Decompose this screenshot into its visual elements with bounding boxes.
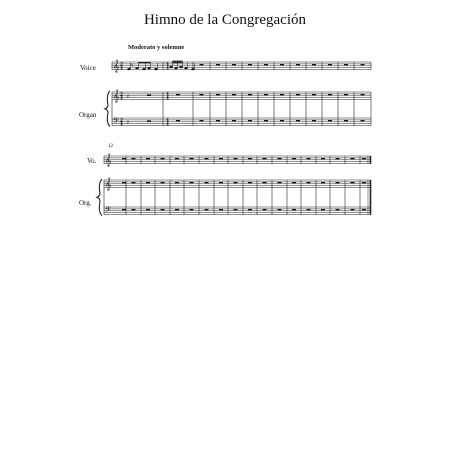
time-signature-numerator: 4 — [166, 91, 169, 97]
whole-rest-icon — [122, 209, 126, 210]
time-signature-numerator: 2 — [120, 91, 123, 97]
whole-rest-icon — [296, 64, 300, 65]
whole-rest-icon — [292, 158, 296, 159]
note-head — [179, 66, 182, 68]
treble-clef-icon: 𝄞 — [113, 89, 120, 103]
time-signature-denominator: 4 — [120, 121, 123, 127]
note-head — [142, 68, 145, 70]
whole-rest-icon — [219, 158, 223, 159]
measure-number: 12 — [108, 144, 113, 149]
whole-rest-icon — [232, 120, 236, 121]
whole-rest-icon — [132, 209, 136, 210]
whole-rest-icon — [232, 64, 236, 65]
brace-icon — [97, 179, 102, 216]
whole-rest-icon — [132, 182, 136, 183]
part-label-organ: Organ — [79, 111, 97, 119]
whole-rest-icon — [161, 209, 165, 210]
whole-rest-icon — [132, 158, 136, 159]
whole-rest-icon — [205, 209, 209, 210]
whole-rest-icon — [200, 120, 204, 121]
note-head — [127, 68, 130, 70]
whole-rest-icon — [344, 64, 348, 65]
whole-rest-icon — [307, 182, 311, 183]
whole-rest-icon — [292, 209, 296, 210]
whole-rest-icon — [175, 209, 179, 210]
whole-rest-icon — [200, 94, 204, 95]
whole-rest-icon — [280, 94, 284, 95]
whole-rest-icon — [321, 182, 325, 183]
whole-rest-icon — [312, 64, 316, 65]
whole-rest-icon — [234, 209, 238, 210]
whole-rest-icon — [190, 209, 194, 210]
whole-rest-icon — [362, 158, 366, 159]
whole-rest-icon — [292, 182, 296, 183]
whole-rest-icon — [312, 120, 316, 121]
whole-rest-icon — [263, 182, 267, 183]
whole-rest-icon — [219, 209, 223, 210]
brace-icon — [105, 91, 110, 127]
treble-clef-icon: 𝄞 — [113, 59, 120, 73]
whole-rest-icon — [278, 158, 282, 159]
whole-rest-icon — [190, 158, 194, 159]
whole-rest-icon — [344, 120, 348, 121]
whole-rest-icon — [232, 94, 236, 95]
whole-rest-icon — [146, 209, 150, 210]
whole-rest-icon — [161, 182, 165, 183]
whole-rest-icon — [161, 158, 165, 159]
whole-rest-icon — [264, 120, 268, 121]
note-head — [147, 67, 150, 69]
whole-rest-icon — [336, 209, 340, 210]
whole-rest-icon — [361, 64, 365, 65]
whole-rest-icon — [263, 209, 267, 210]
whole-rest-icon — [122, 182, 126, 183]
bass-clef-icon: 𝄢 — [105, 206, 111, 217]
whole-rest-icon — [248, 182, 252, 183]
whole-rest-icon — [307, 158, 311, 159]
whole-rest-icon — [264, 64, 268, 65]
whole-rest-icon — [176, 94, 180, 95]
staff-voice — [112, 62, 371, 70]
quarter-rest-icon: 𝄽 — [127, 93, 129, 101]
whole-rest-icon — [312, 94, 316, 95]
whole-rest-icon — [248, 209, 252, 210]
time-signature-denominator: 4 — [120, 65, 123, 71]
bass-clef-icon: 𝄢 — [113, 117, 119, 128]
note-head — [135, 67, 138, 69]
whole-rest-icon — [321, 158, 325, 159]
whole-rest-icon — [216, 94, 220, 95]
half-rest-icon — [147, 95, 151, 96]
whole-rest-icon — [176, 120, 180, 121]
whole-rest-icon — [362, 209, 366, 210]
treble-clef-icon: 𝄞 — [105, 177, 112, 191]
whole-rest-icon — [351, 209, 355, 210]
whole-rest-icon — [296, 94, 300, 95]
whole-rest-icon — [351, 158, 355, 159]
whole-rest-icon — [351, 182, 355, 183]
whole-rest-icon — [361, 94, 365, 95]
whole-rest-icon — [280, 64, 284, 65]
half-rest-icon — [147, 121, 151, 122]
time-signature-numerator: 2 — [120, 61, 123, 67]
whole-rest-icon — [336, 158, 340, 159]
whole-rest-icon — [234, 158, 238, 159]
whole-rest-icon — [296, 120, 300, 121]
time-signature-numerator: 4 — [166, 61, 169, 67]
whole-rest-icon — [344, 94, 348, 95]
time-signature-denominator: 4 — [120, 95, 123, 101]
treble-clef-icon: 𝄞 — [105, 153, 112, 167]
whole-rest-icon — [175, 158, 179, 159]
whole-rest-icon — [280, 120, 284, 121]
whole-rest-icon — [248, 94, 252, 95]
time-signature-denominator: 4 — [166, 95, 169, 101]
whole-rest-icon — [146, 158, 150, 159]
time-signature-numerator: 4 — [166, 117, 169, 123]
whole-rest-icon — [205, 158, 209, 159]
whole-rest-icon — [328, 64, 332, 65]
note-head — [184, 67, 187, 69]
score-title: Himno de la Congregación — [143, 12, 307, 28]
whole-rest-icon — [248, 120, 252, 121]
staff-voice — [104, 156, 371, 164]
whole-rest-icon — [328, 94, 332, 95]
whole-rest-icon — [307, 209, 311, 210]
whole-rest-icon — [264, 94, 268, 95]
part-label-voice: Voice — [80, 64, 96, 72]
time-signature-numerator: 2 — [120, 117, 123, 123]
note-head — [169, 66, 172, 68]
part-label-vo: Vo. — [87, 157, 97, 165]
whole-rest-icon — [219, 182, 223, 183]
whole-rest-icon — [175, 182, 179, 183]
whole-rest-icon — [336, 182, 340, 183]
time-signature-denominator: 4 — [166, 121, 169, 127]
note-head — [154, 68, 157, 70]
staff-organ-bass — [104, 207, 371, 215]
quarter-rest-icon: 𝄽 — [127, 119, 129, 127]
whole-rest-icon — [248, 158, 252, 159]
whole-rest-icon — [278, 209, 282, 210]
whole-rest-icon — [263, 158, 267, 159]
whole-rest-icon — [234, 182, 238, 183]
whole-rest-icon — [122, 158, 126, 159]
whole-rest-icon — [248, 64, 252, 65]
whole-rest-icon — [328, 120, 332, 121]
whole-rest-icon — [278, 182, 282, 183]
time-signature-denominator: 4 — [166, 65, 169, 71]
staff-organ-treble — [104, 180, 371, 188]
whole-rest-icon — [190, 182, 194, 183]
whole-rest-icon — [362, 182, 366, 183]
whole-rest-icon — [361, 120, 365, 121]
note-head — [174, 67, 177, 69]
whole-rest-icon — [216, 64, 220, 65]
tempo-marking: Moderato y solemne — [128, 44, 185, 51]
whole-rest-icon — [205, 182, 209, 183]
whole-rest-icon — [216, 120, 220, 121]
whole-rest-icon — [321, 209, 325, 210]
whole-rest-icon — [146, 182, 150, 183]
part-label-org: Org. — [79, 199, 92, 207]
whole-rest-icon — [200, 64, 204, 65]
